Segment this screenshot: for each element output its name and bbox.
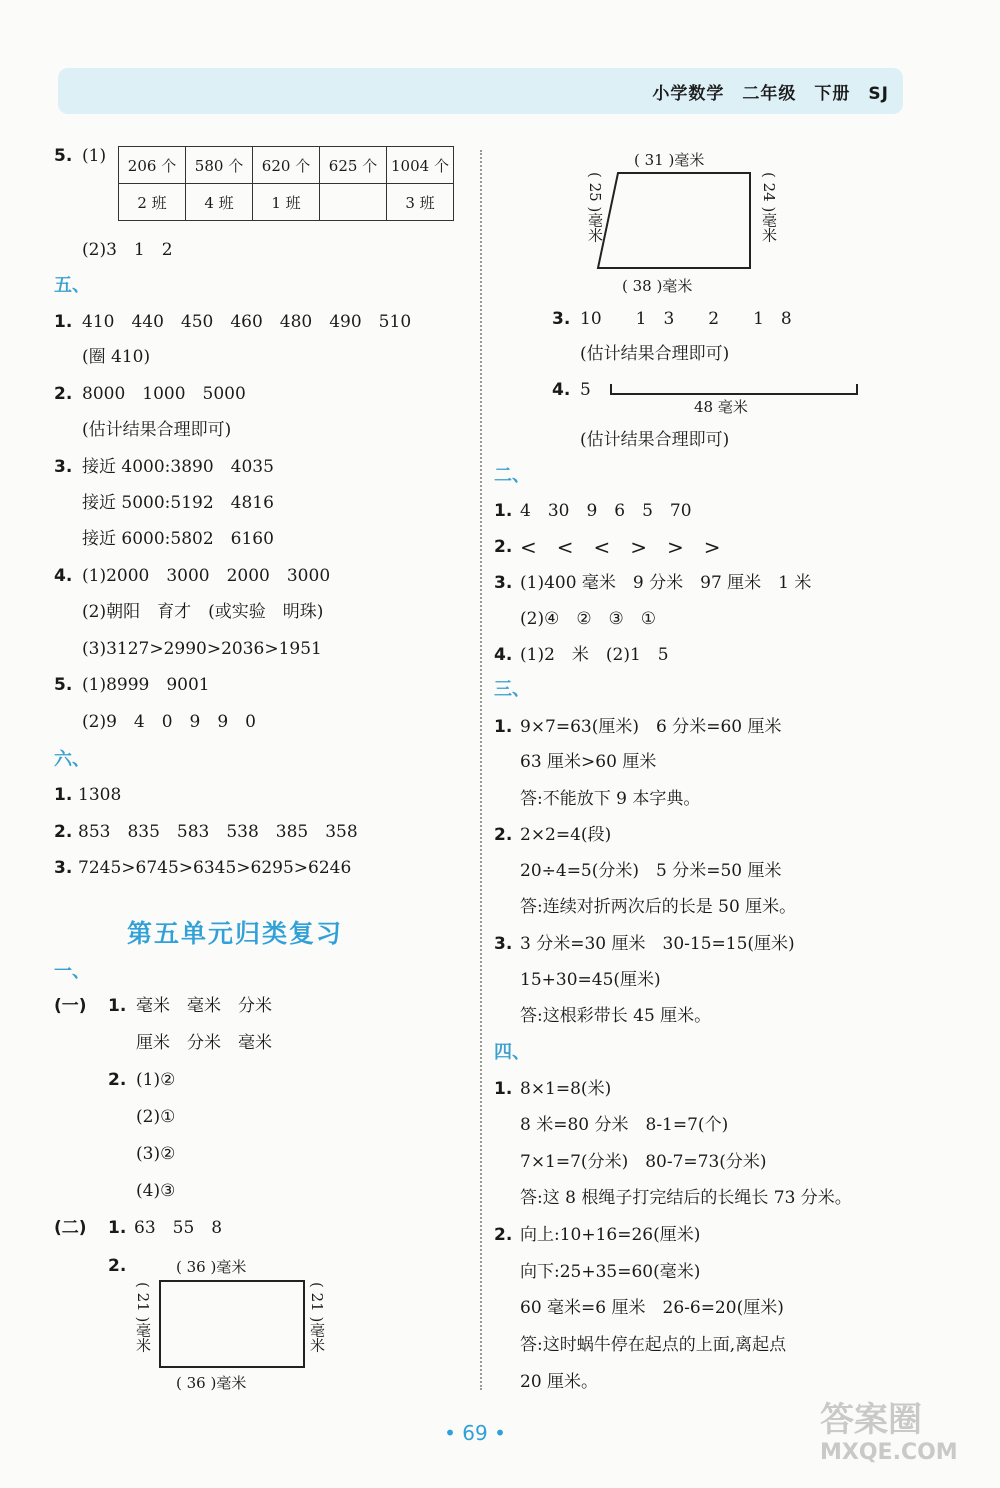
section-6-title: 六、	[54, 749, 90, 770]
item-number: 2.	[494, 825, 513, 845]
item-number: 3.	[54, 457, 73, 477]
answer-line: 20÷4=5(分米) 5 分米=50 厘米	[520, 861, 782, 881]
item-number: 2.	[54, 384, 73, 404]
answer-line: < < < > > >	[520, 535, 721, 559]
answer-line: 接近 5000:5192 4816	[82, 493, 274, 513]
answer-line: (1)400 毫米 9 分米 97 厘米 1 米	[520, 573, 812, 593]
section-1-title: 一、	[54, 961, 90, 982]
answer-line: 答:连续对折两次后的长是 50 厘米。	[520, 897, 797, 917]
answer-line: (3)②	[136, 1144, 176, 1164]
watermark	[820, 1400, 958, 1466]
trap-right-label: ( 24 )毫米	[760, 172, 778, 243]
answer-line: (圈 410)	[82, 347, 151, 367]
q5-part1: (1)	[82, 146, 107, 166]
answer-line: 4 30 9 6 5 70	[520, 501, 692, 521]
answer-line: (估计结果合理即可)	[580, 430, 730, 450]
item-number: 1.	[108, 1218, 127, 1238]
section-5-title: 五、	[54, 275, 90, 296]
item-number: 1.	[54, 312, 73, 332]
answer-line: 答:这时蜗牛停在起点的上面,离起点	[520, 1335, 787, 1355]
item-number: 1.	[494, 501, 513, 521]
answer-line: 20 厘米。	[520, 1372, 599, 1392]
item-number: 3.	[54, 858, 73, 878]
answer-line: 7245>6745>6345>6295>6246	[78, 858, 352, 878]
part-label: (二)	[54, 1218, 87, 1238]
rect-bottom-label: ( 36 )毫米	[176, 1374, 247, 1392]
answer-line: 60 毫米=6 厘米 26-6=20(厘米)	[520, 1298, 784, 1318]
rect-left-label: ( 21 )毫米	[134, 1282, 152, 1353]
trap-left-label: ( 25 )毫米	[586, 172, 604, 243]
table-row	[119, 147, 454, 184]
item-number: 3.	[494, 573, 513, 593]
answer-line: 63 厘米>60 厘米	[520, 752, 657, 772]
answer-line: 8 米=80 分米 8-1=7(个)	[520, 1115, 729, 1135]
item-number: 2.	[54, 822, 73, 842]
q5-part2: (2)3 1 2	[82, 240, 173, 260]
trap-bottom-label: ( 38 )毫米	[622, 277, 693, 295]
table-cell: 206 个	[119, 147, 186, 184]
table-cell: 620 个	[253, 147, 320, 184]
answer-line: (估计结果合理即可)	[82, 420, 232, 440]
item-number: 1.	[494, 1079, 513, 1099]
item-number: 1.	[494, 717, 513, 737]
table-cell: 4 班	[186, 184, 253, 221]
watermark-url: MXQE.COM	[820, 1440, 958, 1465]
table-cell: 625 个	[320, 147, 387, 184]
answer-table	[118, 146, 454, 221]
answer-line: 1308	[78, 785, 122, 805]
answer-line: 63 55 8	[134, 1218, 223, 1238]
line-segment-label: 48 毫米	[694, 398, 748, 416]
answer-line: 853 835 583 538 385 358	[78, 822, 358, 842]
answer-line: (1)2000 3000 2000 3000	[82, 566, 331, 586]
answer-line: 2×2=4(段)	[520, 825, 612, 845]
page-number: • 69 •	[444, 1421, 506, 1445]
line-segment	[610, 384, 858, 395]
section-3-title: 三、	[494, 679, 530, 700]
table-cell: 580 个	[186, 147, 253, 184]
table-cell	[320, 184, 387, 221]
unit-title: 第五单元归类复习	[126, 919, 343, 948]
section-4-title: 四、	[494, 1042, 530, 1063]
rectangle-diagram	[159, 1280, 305, 1368]
answer-line: 接近 4000:3890 4035	[82, 457, 274, 477]
item-number: 3.	[552, 309, 571, 329]
answer-line: (1)8999 9001	[82, 675, 210, 695]
item-number: 1.	[108, 996, 127, 1016]
answer-line: 厘米 分米 毫米	[136, 1033, 272, 1053]
answer-line: 9×7=63(厘米) 6 分米=60 厘米	[520, 717, 782, 737]
item-number: 3.	[494, 934, 513, 954]
answer-line: 410 440 450 460 480 490 510	[82, 312, 412, 332]
answer-line: 10 1 3 2 1 8	[580, 309, 792, 329]
part-label: (一)	[54, 996, 87, 1016]
rect-top-label: ( 36 )毫米	[176, 1258, 247, 1276]
answer-line: 3 分米=30 厘米 30-15=15(厘米)	[520, 934, 795, 954]
q5-number: 5.	[54, 146, 73, 166]
answer-line: (2)朝阳 育才 (或实验 明珠)	[82, 602, 324, 622]
answer-line: 向下:25+35=60(毫米)	[520, 1262, 701, 1282]
answer-line: 8×1=8(米)	[520, 1079, 612, 1099]
item-number: 2.	[108, 1070, 127, 1090]
item-number: 1.	[54, 785, 73, 805]
table-row	[119, 184, 454, 221]
answer-line: (3)3127>2990>2036>1951	[82, 639, 322, 659]
trapezoid-diagram	[590, 168, 760, 272]
column-divider	[480, 150, 482, 1390]
answer-line: (2)①	[136, 1107, 176, 1127]
answer-line: 接近 6000:5802 6160	[82, 529, 274, 549]
answer-line: (1)2 米 (2)1 5	[520, 645, 669, 665]
answer-line: (2)④ ② ③ ①	[520, 609, 657, 629]
header-banner	[58, 68, 903, 114]
answer-line: 8000 1000 5000	[82, 384, 246, 404]
item-number: 2.	[108, 1256, 127, 1276]
item-number: 2.	[494, 537, 513, 557]
item-number: 2.	[494, 1225, 513, 1245]
item-number: 4.	[54, 566, 73, 586]
section-2-title: 二、	[494, 465, 530, 486]
item-number: 5.	[54, 675, 73, 695]
item-number: 4.	[494, 645, 513, 665]
answer-line: 毫米 毫米 分米	[136, 996, 272, 1016]
table-cell: 1 班	[253, 184, 320, 221]
answer-line: (2)9 4 0 9 9 0	[82, 712, 256, 732]
answer-line: 答:这 8 根绳子打完结后的长绳长 73 分米。	[520, 1188, 852, 1208]
answer-line: 答:不能放下 9 本字典。	[520, 789, 701, 809]
table-cell: 3 班	[387, 184, 454, 221]
answer-line: (估计结果合理即可)	[580, 344, 730, 364]
answer-line: 答:这根彩带长 45 厘米。	[520, 1006, 712, 1026]
item-number: 4.	[552, 380, 571, 400]
trap-top-label: ( 31 )毫米	[634, 151, 705, 169]
answer-line: 向上:10+16=26(厘米)	[520, 1225, 701, 1245]
answer-line: (4)③	[136, 1181, 176, 1201]
answer-line: (1)②	[136, 1070, 176, 1090]
table-cell: 2 班	[119, 184, 186, 221]
answer-line: 5	[580, 380, 591, 400]
answer-line: 15+30=45(厘米)	[520, 970, 661, 990]
answer-line: 7×1=7(分米) 80-7=73(分米)	[520, 1152, 767, 1172]
watermark-logo-text: 答案圈	[820, 1400, 922, 1440]
table-cell: 1004 个	[387, 147, 454, 184]
rect-right-label: ( 21 )毫米	[308, 1282, 326, 1353]
header-title: 小学数学 二年级 下册 SJ	[652, 84, 889, 104]
